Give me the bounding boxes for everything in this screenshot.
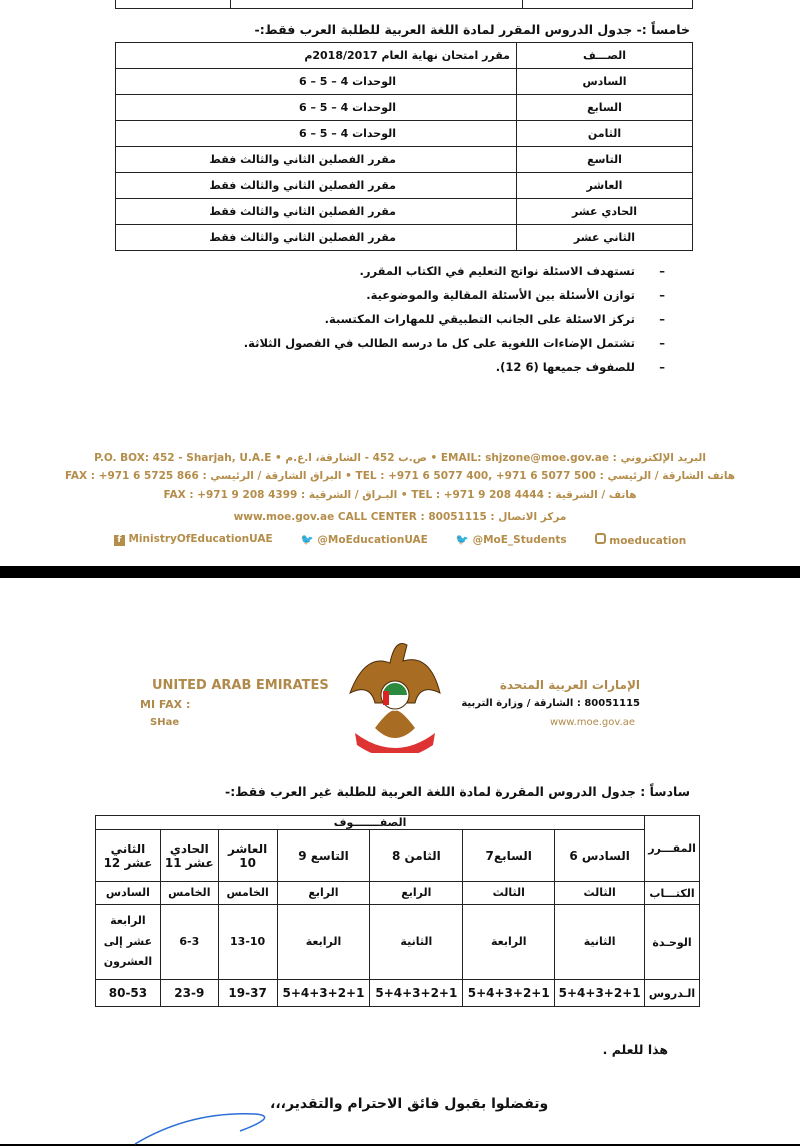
table-row: [116, 173, 693, 199]
header-line2-right: 80051115 : الشارقة / وزارة التربية: [461, 698, 640, 709]
header-line3-left: SHae: [150, 717, 180, 728]
table-cell: 5+4+3+2+1: [555, 980, 645, 1007]
grade-header: الثاني عشر 12: [96, 830, 161, 882]
bullet-text: تشتمل الإضاءات اللغوية على كل ما درسه الطالب في الفصول الثلاثة.: [243, 336, 635, 350]
closing-text: وتفضلوا بقبول فائق الاحترام والتقدير،،،: [270, 1096, 549, 1112]
column-header-grade: الصـــف: [517, 43, 693, 69]
previous-table-remnant: [115, 0, 693, 9]
table-cell: الرابع: [277, 882, 370, 905]
footer-address: P.O. BOX: 452 - Sharjah, U.A.E • ص.ب 452 - الشارقة، ا.ع.م • EMAIL: shjzone@moe.gov.ae : البريد الإلكتروني: [94, 452, 706, 464]
bullet-text: توازن الأسئلة بين الأسئلة المقالية والموضوعية.: [366, 288, 635, 302]
dash-icon: –: [659, 312, 665, 326]
grade-cell: السابع: [517, 95, 693, 121]
table-cell: الرابعة: [277, 905, 370, 980]
dash-icon: –: [659, 264, 665, 278]
table-row: [96, 882, 700, 905]
table-cell: السادس: [96, 882, 161, 905]
table-header-row: [116, 43, 693, 69]
table-row: [116, 225, 693, 251]
section-6-title: سادساً : جدول الدروس المقررة لمادة اللغة العربية للطلبة غير العرب فقط:-: [225, 784, 690, 799]
grade-cell: التاسع: [517, 147, 693, 173]
twitter-icon: 🐦: [455, 534, 469, 546]
grade-cell: الثامن: [517, 121, 693, 147]
section-5-title: خامساً :- جدول الدروس المقرر لمادة اللغة العربية للطلبة العرب فقط:-: [254, 22, 690, 37]
grade-cell: الحادي عشر: [517, 199, 693, 225]
table-cell: الرابعة: [463, 905, 555, 980]
table-cell: الخامس: [218, 882, 277, 905]
document-page-2: [0, 578, 800, 1144]
header-english: UNITED ARAB EMIRATES: [152, 678, 329, 693]
table-row: [116, 121, 693, 147]
grade-cell: الثاني عشر: [517, 225, 693, 251]
footer-social: [0, 533, 800, 547]
bullet-text: للصفوف جميعها (6 12).: [495, 360, 635, 374]
note-text: هذا للعلم .: [602, 1042, 668, 1057]
grade-header: العاشر 10: [218, 830, 277, 882]
syllabus-cell: الوحدات 4 – 5 – 6: [116, 95, 517, 121]
table-cell: 6-3: [160, 905, 218, 980]
table-cell: الثانية: [555, 905, 645, 980]
table-cell: الثالث: [555, 882, 645, 905]
grade-cell: العاشر: [517, 173, 693, 199]
facebook-link[interactable]: f MinistryOfEducationUAE: [114, 533, 273, 547]
dash-icon: –: [659, 360, 665, 374]
table-row: [116, 95, 693, 121]
syllabus-cell: الوحدات 4 – 5 – 6: [116, 69, 517, 95]
footer-eastern: FAX : +971 9 208 4399 : البـراق / الشرقية • TEL : +971 9 208 4444 : هاتف / الشرقية: [163, 489, 637, 501]
dash-icon: –: [659, 336, 665, 350]
twitter-link[interactable]: 🐦 @MoEducationUAE: [300, 534, 428, 546]
grade-header: السابع7: [463, 830, 555, 882]
table-cell: 19-37: [218, 980, 277, 1007]
bullet-item: [165, 264, 665, 278]
uae-emblem-icon: [345, 633, 445, 753]
header-line2-left: MI FAX :: [140, 698, 191, 711]
footer-phone: FAX : +971 6 5725 866 : البراق الشارقة / الرئيسي • TEL : +971 6 5077 400, +971 6 5077 500 : هاتف الشارقة / الرئيسي: [64, 470, 736, 482]
grade-cell: السادس: [517, 69, 693, 95]
grade-header: الثامن 8: [370, 830, 463, 882]
table-cell: 13-10: [218, 905, 277, 980]
syllabus-cell: الوحدات 4 – 5 – 6: [116, 121, 517, 147]
syllabus-cell: مقرر الفصلين الثاني والثالث فقط: [116, 173, 517, 199]
group-header-row: [96, 816, 700, 830]
dash-icon: –: [659, 288, 665, 302]
syllabus-cell: مقرر الفصلين الثاني والثالث فقط: [116, 199, 517, 225]
signature-icon: [130, 1106, 290, 1146]
row-label: الوحـدة: [645, 905, 700, 980]
twitter-students-link[interactable]: 🐦 @MoE_Students: [455, 534, 567, 546]
bullet-item: [165, 312, 665, 326]
arab-students-table: [115, 42, 693, 251]
twitter-icon: 🐦: [300, 534, 314, 546]
bullet-item: [165, 336, 665, 350]
table-cell: 5+4+3+2+1: [277, 980, 370, 1007]
row-label: الكتـــاب: [645, 882, 700, 905]
column-header-syllabus: مقرر امتحان نهاية العام 2018/2017م: [116, 43, 517, 69]
table-cell: الرابعة عشر إلى العشرون: [96, 905, 161, 980]
header-arabic: الإمارات العربية المتحدة: [499, 678, 640, 692]
table-cell: 23-9: [160, 980, 218, 1007]
instagram-link[interactable]: moeducation: [595, 533, 687, 547]
table-row: [116, 199, 693, 225]
table-cell: الخامس: [160, 882, 218, 905]
bullet-item: [165, 288, 665, 302]
table-cell: الرابع: [370, 882, 463, 905]
table-cell: الثالث: [463, 882, 555, 905]
facebook-icon: f: [114, 535, 125, 546]
bullet-item: [165, 360, 665, 374]
table-row: [96, 980, 700, 1007]
table-row: [96, 905, 700, 980]
grade-header: التاسع 9: [277, 830, 370, 882]
corner-header: المقـــرر: [645, 816, 700, 882]
non-arab-students-table: [95, 815, 700, 1007]
grade-header: الحادي عشر 11: [160, 830, 218, 882]
footer-web: www.moe.gov.ae CALL CENTER : 80051115 : مركز الاتصال: [233, 511, 567, 523]
grades-group-header: الصفـــــــوف: [96, 816, 645, 830]
bullet-text: تستهدف الاسئلة نواتج التعليم في الكتاب المقرر.: [359, 264, 635, 278]
table-row: [116, 69, 693, 95]
row-label: الـدروس: [645, 980, 700, 1007]
table-row: [116, 147, 693, 173]
header-line3-right: www.moe.gov.ae: [549, 717, 635, 728]
bullet-text: تركز الاسئلة على الجانب التطبيقي للمهارات المكتسبة.: [324, 312, 635, 326]
document-page-1: [0, 0, 800, 566]
table-cell: 5+4+3+2+1: [370, 980, 463, 1007]
grade-header: السادس 6: [555, 830, 645, 882]
grades-row: [96, 830, 700, 882]
syllabus-cell: مقرر الفصلين الثاني والثالث فقط: [116, 147, 517, 173]
instagram-icon: [595, 533, 606, 544]
syllabus-cell: مقرر الفصلين الثاني والثالث فقط: [116, 225, 517, 251]
table-cell: الثانية: [370, 905, 463, 980]
table-cell: 80-53: [96, 980, 161, 1007]
table-cell: 5+4+3+2+1: [463, 980, 555, 1007]
